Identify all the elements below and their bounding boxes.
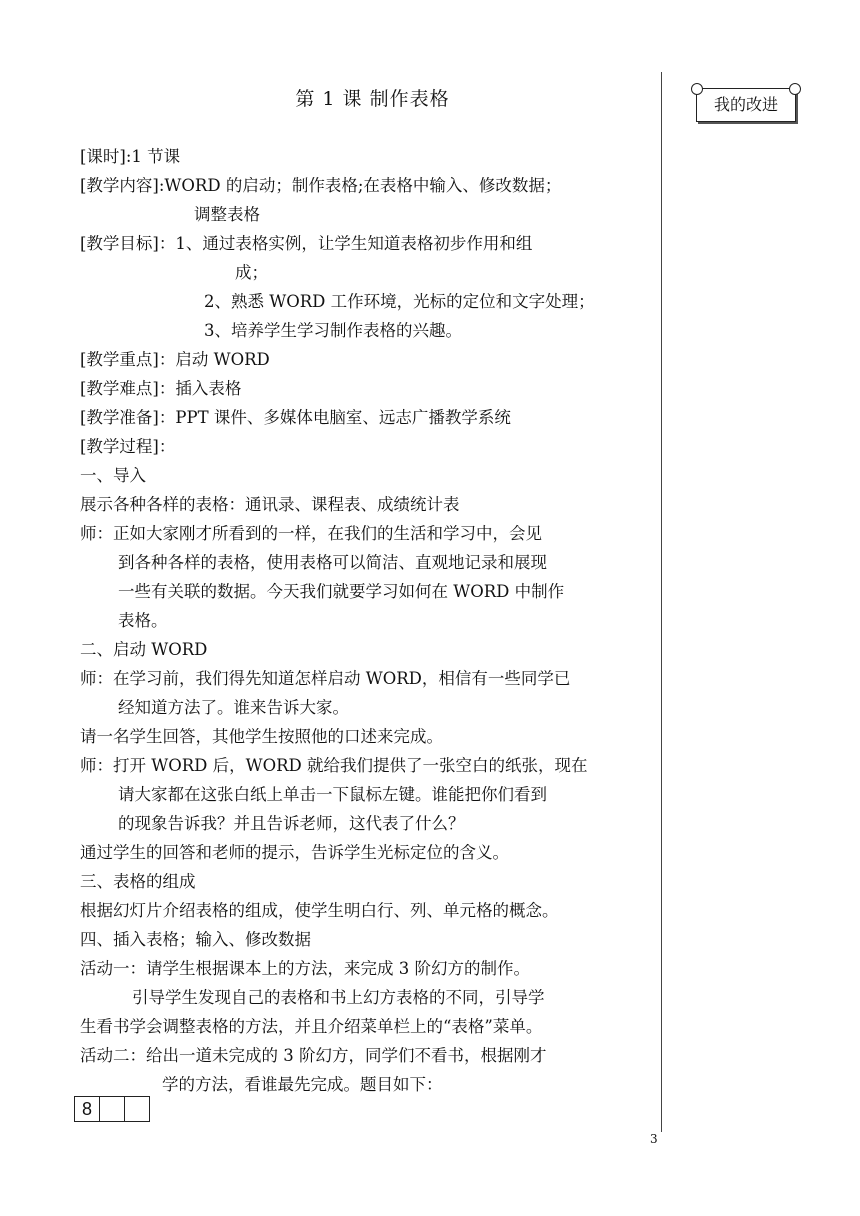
text-line: 请一名学生回答，其他学生按照他的口述来完成。 [80, 727, 443, 746]
section-heading: 四、插入表格；输入、修改数据 [80, 930, 311, 949]
text-line: 成； [235, 263, 268, 282]
lesson-title: 第 1 课 制作表格 [295, 88, 450, 110]
text-line: [教学重点]：启动 WORD [80, 350, 270, 369]
text-line: [教学内容]:WORD 的启动；制作表格;在表格中输入、修改数据； [80, 176, 562, 195]
text-line: 根据幻灯片介绍表格的组成，使学生明白行、列、单元格的概念。 [80, 901, 559, 920]
text-line: 展示各种各样的表格：通讯录、课程表、成绩统计表 [80, 495, 460, 514]
text-line: 通过学生的回答和老师的提示，告诉学生光标定位的含义。 [80, 843, 509, 862]
margin-divider [661, 72, 662, 1132]
text-line: 师：打开 WORD 后，WORD 就给我们提供了一张空白的纸张，现在 [80, 756, 588, 775]
table-cell: 8 [75, 1097, 100, 1122]
text-line: 到各种各样的表格，使用表格可以简洁、直观地记录和展现 [118, 553, 547, 572]
text-line: 经知道方法了。谁来告诉大家。 [118, 698, 349, 717]
page-number: 3 [650, 1132, 658, 1146]
text-line: 3、培养学生学习制作表格的兴趣。 [204, 321, 462, 340]
text-line: [教学准备]：PPT 课件、多媒体电脑室、远志广播教学系统 [80, 408, 511, 427]
text-line: 活动一：请学生根据课本上的方法，来完成 3 阶幻方的制作。 [80, 959, 530, 978]
lesson-body [80, 142, 652, 1099]
text-line: 调整表格 [194, 205, 260, 224]
text-line: 2、熟悉 WORD 工作环境，光标的定位和文字处理； [204, 292, 595, 311]
improvement-note-box [696, 88, 796, 122]
magic-square-table [74, 1096, 150, 1122]
improvement-note-label: 我的改进 [713, 95, 778, 114]
table-cell [100, 1097, 125, 1122]
text-line: [课时]:1 节课 [80, 147, 181, 166]
text-line: 一些有关联的数据。今天我们就要学习如何在 WORD 中制作 [118, 582, 565, 601]
text-line: 师：正如大家刚才所看到的一样，在我们的生活和学习中，会见 [80, 524, 542, 543]
text-line: 请大家都在这张白纸上单击一下鼠标左键。谁能把你们看到 [118, 785, 547, 804]
section-heading: 三、表格的组成 [80, 872, 196, 891]
text-line: [教学目标]：1、通过表格实例，让学生知道表格初步作用和组 [80, 234, 533, 253]
text-line: 的现象告诉我？并且告诉老师，这代表了什么？ [118, 814, 465, 833]
table-row [75, 1097, 150, 1122]
text-line: 生看书学会调整表格的方法，并且介绍菜单栏上的“表格”菜单。 [80, 1017, 543, 1036]
table-cell [125, 1097, 150, 1122]
section-heading: 二、启动 WORD [80, 640, 208, 659]
text-line: [教学难点]：插入表格 [80, 379, 242, 398]
text-line: 师：在学习前，我们得先知道怎样启动 WORD，相信有一些同学已 [80, 669, 571, 688]
text-line: 学的方法，看谁最先完成。题目如下： [162, 1075, 443, 1094]
text-line: 引导学生发现自己的表格和书上幻方表格的不同，引导学 [132, 988, 545, 1007]
section-heading: 一、导入 [80, 466, 146, 485]
text-line: 活动二：给出一道未完成的 3 阶幻方，同学们不看书，根据刚才 [80, 1046, 547, 1065]
text-line: [教学过程]： [80, 437, 176, 456]
text-line: 表格。 [118, 611, 168, 630]
